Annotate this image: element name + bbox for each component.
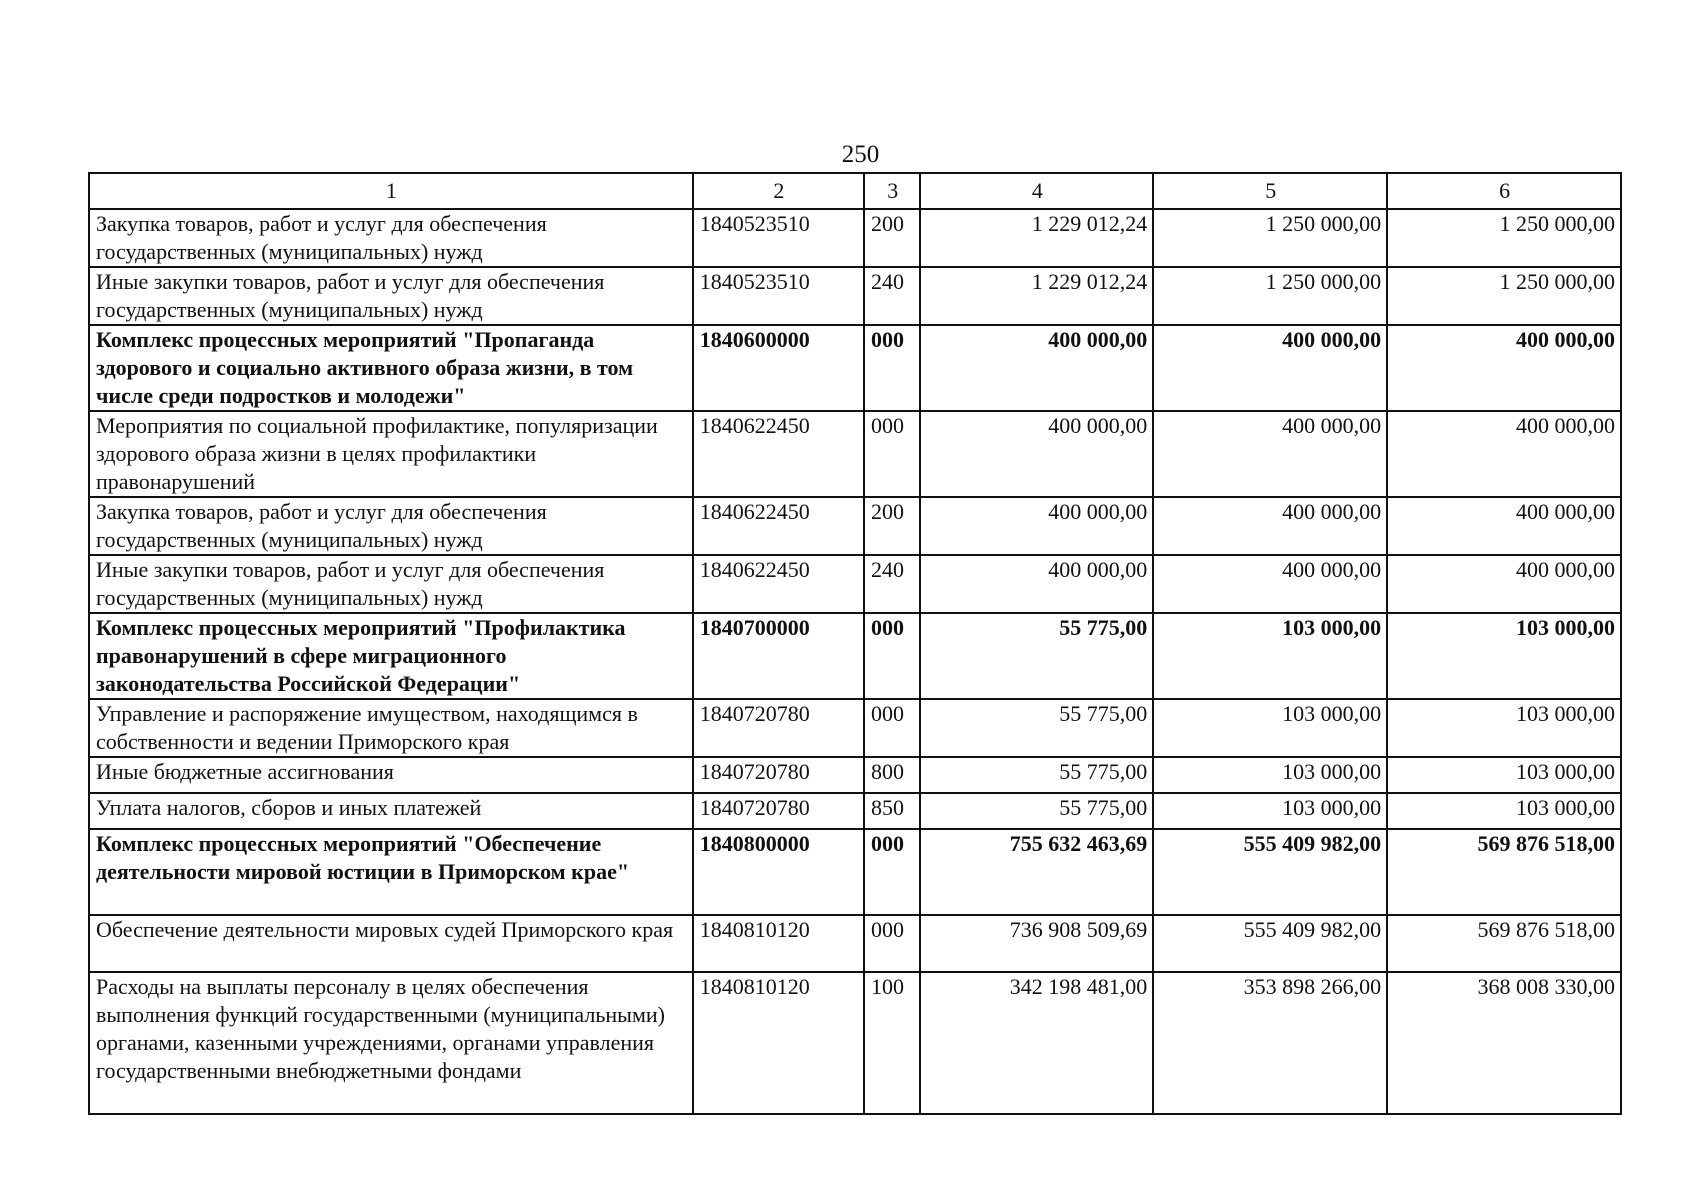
row-target-code: 1840800000 [693,829,864,915]
row-amount-col4: 55 775,00 [920,613,1153,699]
row-target-code: 1840523510 [693,267,864,325]
table-row [89,209,1621,267]
row-expense-type: 000 [864,613,920,699]
budget-table [88,172,1622,1115]
row-target-code: 1840810120 [693,972,864,1114]
column-header: 5 [1153,173,1387,209]
row-amount-col5: 103 000,00 [1153,757,1387,793]
row-amount-col6: 400 000,00 [1387,411,1621,497]
column-header: 3 [864,173,920,209]
row-amount-col5: 103 000,00 [1153,793,1387,829]
row-name: Комплекс процессных мероприятий "Обеспечение деятельности мировой юстиции в Приморском крае" [89,829,693,915]
row-amount-col4: 1 229 012,24 [920,267,1153,325]
table-row [89,267,1621,325]
column-header: 2 [693,173,864,209]
table-row [89,915,1621,972]
row-name: Иные бюджетные ассигнования [89,757,693,793]
row-name: Иные закупки товаров, работ и услуг для обеспечения государственных (муниципальных) нужд [89,555,693,613]
row-amount-col4: 1 229 012,24 [920,209,1153,267]
row-amount-col6: 1 250 000,00 [1387,267,1621,325]
row-amount-col5: 353 898 266,00 [1153,972,1387,1114]
row-amount-col6: 569 876 518,00 [1387,829,1621,915]
row-amount-col4: 400 000,00 [920,497,1153,555]
row-name: Уплата налогов, сборов и иных платежей [89,793,693,829]
row-amount-col4: 736 908 509,69 [920,915,1153,972]
column-header: 4 [920,173,1153,209]
column-header: 6 [1387,173,1621,209]
row-target-code: 1840622450 [693,411,864,497]
table-row [89,497,1621,555]
row-expense-type: 100 [864,972,920,1114]
row-expense-type: 200 [864,497,920,555]
row-amount-col5: 555 409 982,00 [1153,829,1387,915]
row-target-code: 1840720780 [693,757,864,793]
table-row [89,972,1621,1114]
row-expense-type: 200 [864,209,920,267]
row-name: Закупка товаров, работ и услуг для обеспечения государственных (муниципальных) нужд [89,497,693,555]
row-amount-col5: 1 250 000,00 [1153,267,1387,325]
row-amount-col4: 55 775,00 [920,757,1153,793]
row-target-code: 1840622450 [693,555,864,613]
row-name: Расходы на выплаты персоналу в целях обеспечения выполнения функций государственными (муниципальными) органами, казенными учреждениями, органами управления государственными внебюджетными фондами [89,972,693,1114]
row-amount-col5: 400 000,00 [1153,325,1387,411]
row-amount-col6: 400 000,00 [1387,325,1621,411]
row-expense-type: 000 [864,699,920,757]
row-name: Закупка товаров, работ и услуг для обеспечения государственных (муниципальных) нужд [89,209,693,267]
row-amount-col4: 400 000,00 [920,411,1153,497]
table-row [89,555,1621,613]
row-name: Управление и распоряжение имуществом, находящимся в собственности и ведении Приморского края [89,699,693,757]
row-expense-type: 000 [864,411,920,497]
table-row-section [89,613,1621,699]
row-name: Комплекс процессных мероприятий "Пропаганда здорового и социально активного образа жизни, в том числе среди подростков и молодежи" [89,325,693,411]
row-amount-col6: 103 000,00 [1387,613,1621,699]
row-amount-col6: 103 000,00 [1387,757,1621,793]
row-amount-col4: 55 775,00 [920,793,1153,829]
row-amount-col6: 400 000,00 [1387,497,1621,555]
row-name: Мероприятия по социальной профилактике, популяризации здорового образа жизни в целях профилактики правонарушений [89,411,693,497]
row-amount-col5: 400 000,00 [1153,497,1387,555]
row-expense-type: 000 [864,325,920,411]
row-amount-col6: 103 000,00 [1387,793,1621,829]
row-target-code: 1840720780 [693,699,864,757]
row-amount-col5: 103 000,00 [1153,613,1387,699]
table-row-section [89,829,1621,915]
row-amount-col5: 400 000,00 [1153,411,1387,497]
row-name: Комплекс процессных мероприятий "Профилактика правонарушений в сфере миграционного законодательства Российской Федерации" [89,613,693,699]
row-name: Обеспечение деятельности мировых судей Приморского края [89,915,693,972]
row-amount-col5: 1 250 000,00 [1153,209,1387,267]
row-amount-col5: 103 000,00 [1153,699,1387,757]
row-amount-col6: 569 876 518,00 [1387,915,1621,972]
row-amount-col5: 555 409 982,00 [1153,915,1387,972]
row-amount-col6: 368 008 330,00 [1387,972,1621,1114]
row-expense-type: 000 [864,915,920,972]
table-row [89,757,1621,793]
table-row [89,699,1621,757]
row-target-code: 1840720780 [693,793,864,829]
page-number: 250 [841,141,880,168]
table-row [89,411,1621,497]
row-amount-col4: 400 000,00 [920,555,1153,613]
row-expense-type: 240 [864,267,920,325]
row-target-code: 1840622450 [693,497,864,555]
row-target-code: 1840700000 [693,613,864,699]
row-amount-col4: 55 775,00 [920,699,1153,757]
row-amount-col6: 400 000,00 [1387,555,1621,613]
row-amount-col4: 400 000,00 [920,325,1153,411]
row-expense-type: 800 [864,757,920,793]
row-target-code: 1840523510 [693,209,864,267]
row-expense-type: 000 [864,829,920,915]
row-amount-col5: 400 000,00 [1153,555,1387,613]
row-target-code: 1840810120 [693,915,864,972]
row-amount-col4: 755 632 463,69 [920,829,1153,915]
row-amount-col6: 1 250 000,00 [1387,209,1621,267]
column-header: 1 [89,173,693,209]
row-expense-type: 850 [864,793,920,829]
row-name: Иные закупки товаров, работ и услуг для обеспечения государственных (муниципальных) нужд [89,267,693,325]
table-row-section [89,325,1621,411]
row-amount-col6: 103 000,00 [1387,699,1621,757]
row-expense-type: 240 [864,555,920,613]
table-row [89,793,1621,829]
row-target-code: 1840600000 [693,325,864,411]
table-header-row [89,173,1621,209]
row-amount-col4: 342 198 481,00 [920,972,1153,1114]
